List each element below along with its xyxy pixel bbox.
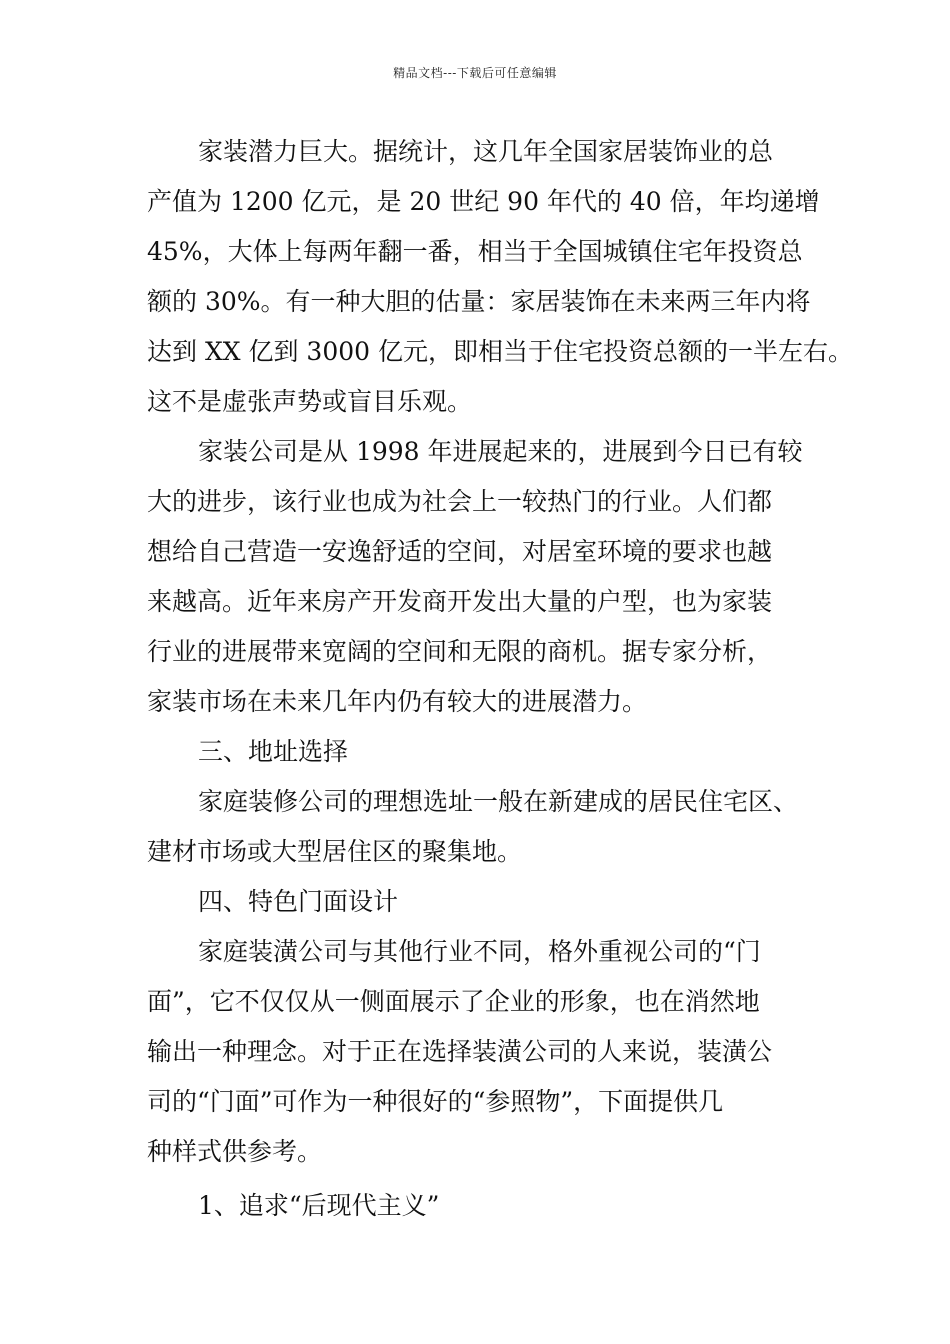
heading-text: 三、地址选择 — [198, 737, 349, 766]
subheading-postmodern — [147, 1181, 807, 1231]
section-heading-location — [147, 727, 807, 777]
text-line: 产值为 1200 亿元，是 20 世纪 90 年代的 40 倍，年均递增 — [147, 187, 820, 216]
text-line: 家装潜力巨大。据统计，这几年全国家居装饰业的总 — [198, 137, 774, 166]
text-line: 这不是虚张声势或盲目乐观。 — [147, 387, 473, 416]
text-line: 家装市场在未来几年内仍有较大的进展潜力。 — [147, 687, 648, 716]
text-line: 家庭装潢公司与其他行业不同，格外重视公司的“门 — [198, 937, 761, 966]
text-line: 家庭装修公司的理想选址一般在新建成的居民住宅区、 — [198, 787, 799, 816]
paragraph-storefront — [147, 927, 807, 1177]
section-heading-storefront — [147, 877, 807, 927]
text-line: 大的进步，该行业也成为社会上一较热门的行业。人们都 — [147, 487, 773, 516]
paragraph-industry-development — [147, 427, 807, 727]
text-line: 输出一种理念。对于正在选择装潢公司的人来说，装潢公 — [147, 1037, 773, 1066]
text-line: 建材市场或大型居住区的聚集地。 — [147, 837, 523, 866]
document-body — [147, 127, 854, 1231]
text-line: 达到 XX 亿到 3000 亿元，即相当于住宅投资总额的一半左右。 — [147, 337, 854, 366]
text-line: 额的 30%。有一种大胆的估量：家居装饰在未来两三年内将 — [147, 287, 811, 316]
text-line: 种样式供参考。 — [147, 1137, 323, 1166]
paragraph-location — [147, 777, 807, 877]
text-line: 司的“门面”可作为一种很好的“参照物”，下面提供几 — [147, 1087, 724, 1116]
heading-text: 四、特色门面设计 — [198, 887, 399, 916]
text-line: 来越高。近年来房产开发商开发出大量的户型，也为家装 — [147, 587, 773, 616]
text-line: 家装公司是从 1998 年进展起来的，进展到今日已有较 — [198, 437, 803, 466]
heading-text: 1、追求“后现代主义” — [198, 1191, 440, 1220]
paragraph-market-potential — [147, 127, 854, 427]
text-line: 行业的进展带来宽阔的空间和无限的商机。据专家分析， — [147, 637, 773, 666]
text-line: 面”，它不仅仅从一侧面展示了企业的形象，也在消然地 — [147, 987, 760, 1016]
text-line: 45%，大体上每两年翻一番，相当于全国城镇住宅年投资总 — [147, 237, 803, 266]
page-header: 精品文档---下载后可任意编辑 — [393, 66, 557, 80]
text-line: 想给自己营造一安逸舒适的空间，对居室环境的要求也越 — [147, 537, 773, 566]
